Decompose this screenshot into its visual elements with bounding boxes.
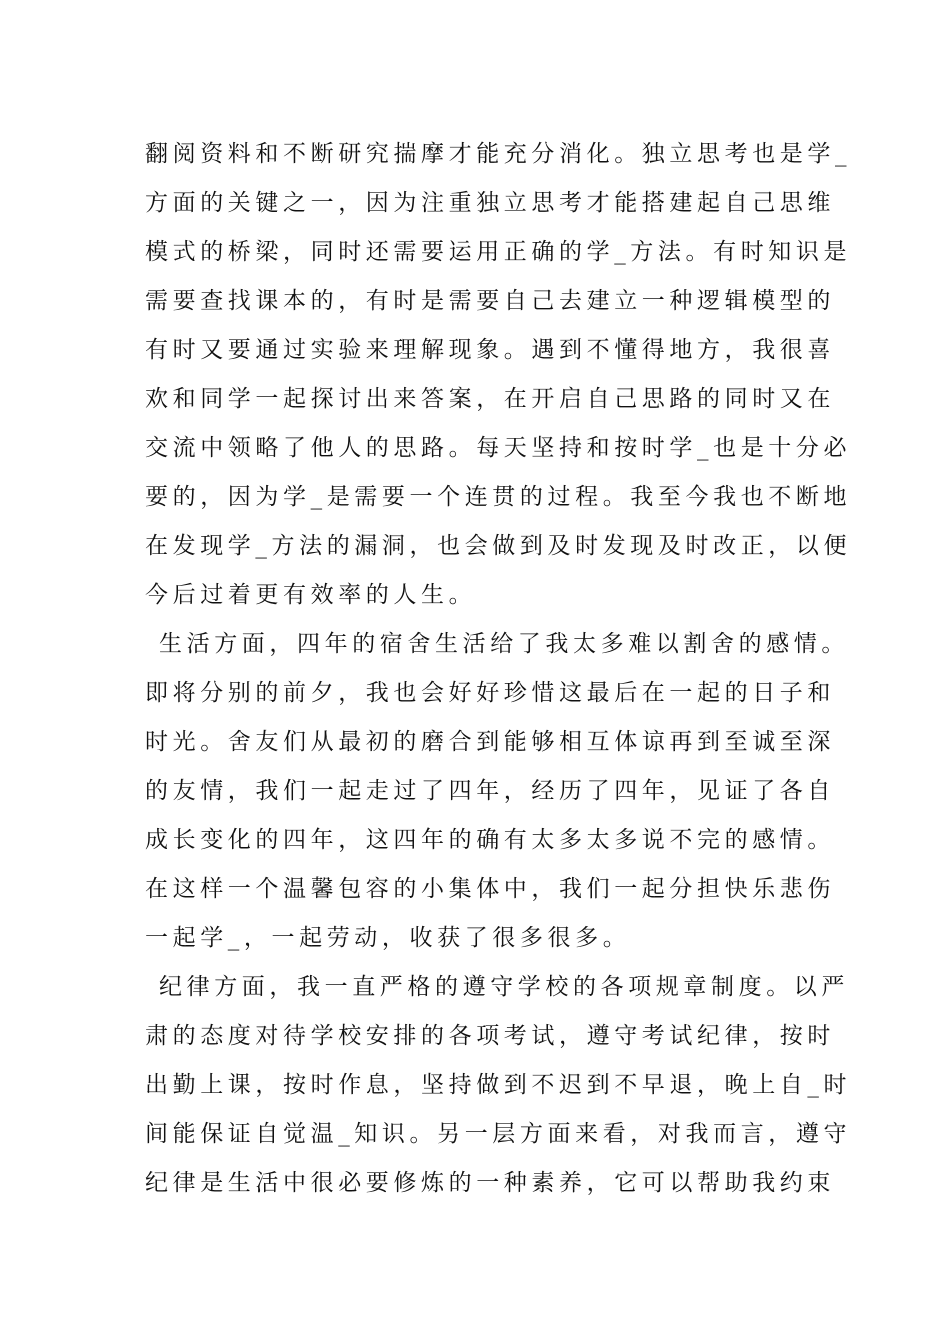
text-line: 在发现学_方法的漏洞，也会做到及时发现及时改正，以便 [145, 533, 852, 559]
text-line: 间能保证自觉温_知识。另一层方面来看，对我而言，遵守 [145, 1121, 852, 1147]
text-line: 即将分别的前夕，我也会好好珍惜这最后在一起的日子和 [145, 680, 835, 706]
text-line: 欢和同学一起探讨出来答案，在开启自己思路的同时又在 [145, 386, 835, 412]
text-line: 有时又要通过实验来理解现象。遇到不懂得地方，我很喜 [145, 337, 835, 363]
text-line: 纪律是生活中很必要修炼的一种素养，它可以帮助我约束 [145, 1170, 835, 1196]
text-line: 出勤上课，按时作息，坚持做到不迟到不早退，晚上自_时 [145, 1072, 852, 1098]
text-line: 一起学_，一起劳动，收获了很多很多。 [145, 925, 631, 951]
text-line: 时光。舍友们从最初的磨合到能够相互体谅再到至诚至深 [145, 729, 835, 755]
text-line: 需要查找课本的，有时是需要自己去建立一种逻辑模型的 [145, 288, 835, 314]
text-line: 方面的关键之一，因为注重独立思考才能搭建起自己思维 [145, 190, 835, 216]
text-line: 今后过着更有效率的人生。 [145, 582, 477, 608]
text-line: 成长变化的四年，这四年的确有太多太多说不完的感情。 [145, 827, 835, 853]
paragraph-start-line: 生活方面，四年的宿舍生活给了我太多难以割舍的感情。 [159, 631, 849, 657]
body-text [145, 130, 852, 1208]
paragraph-start-line: 纪律方面，我一直严格的遵守学校的各项规章制度。以严 [159, 974, 849, 1000]
text-line: 交流中领略了他人的思路。每天坚持和按时学_也是十分必 [145, 435, 852, 461]
text-line: 肃的态度对待学校安排的各项考试，遵守考试纪律，按时 [145, 1023, 835, 1049]
text-line: 翻阅资料和不断研究揣摩才能充分消化。独立思考也是学_ [145, 141, 852, 167]
text-line: 在这样一个温馨包容的小集体中，我们一起分担快乐悲伤 [145, 876, 835, 902]
text-line: 模式的桥梁，同时还需要运用正确的学_方法。有时知识是 [145, 239, 852, 265]
text-line: 的友情，我们一起走过了四年，经历了四年，见证了各自 [145, 778, 835, 804]
text-line: 要的，因为学_是需要一个连贯的过程。我至今我也不断地 [145, 484, 852, 510]
